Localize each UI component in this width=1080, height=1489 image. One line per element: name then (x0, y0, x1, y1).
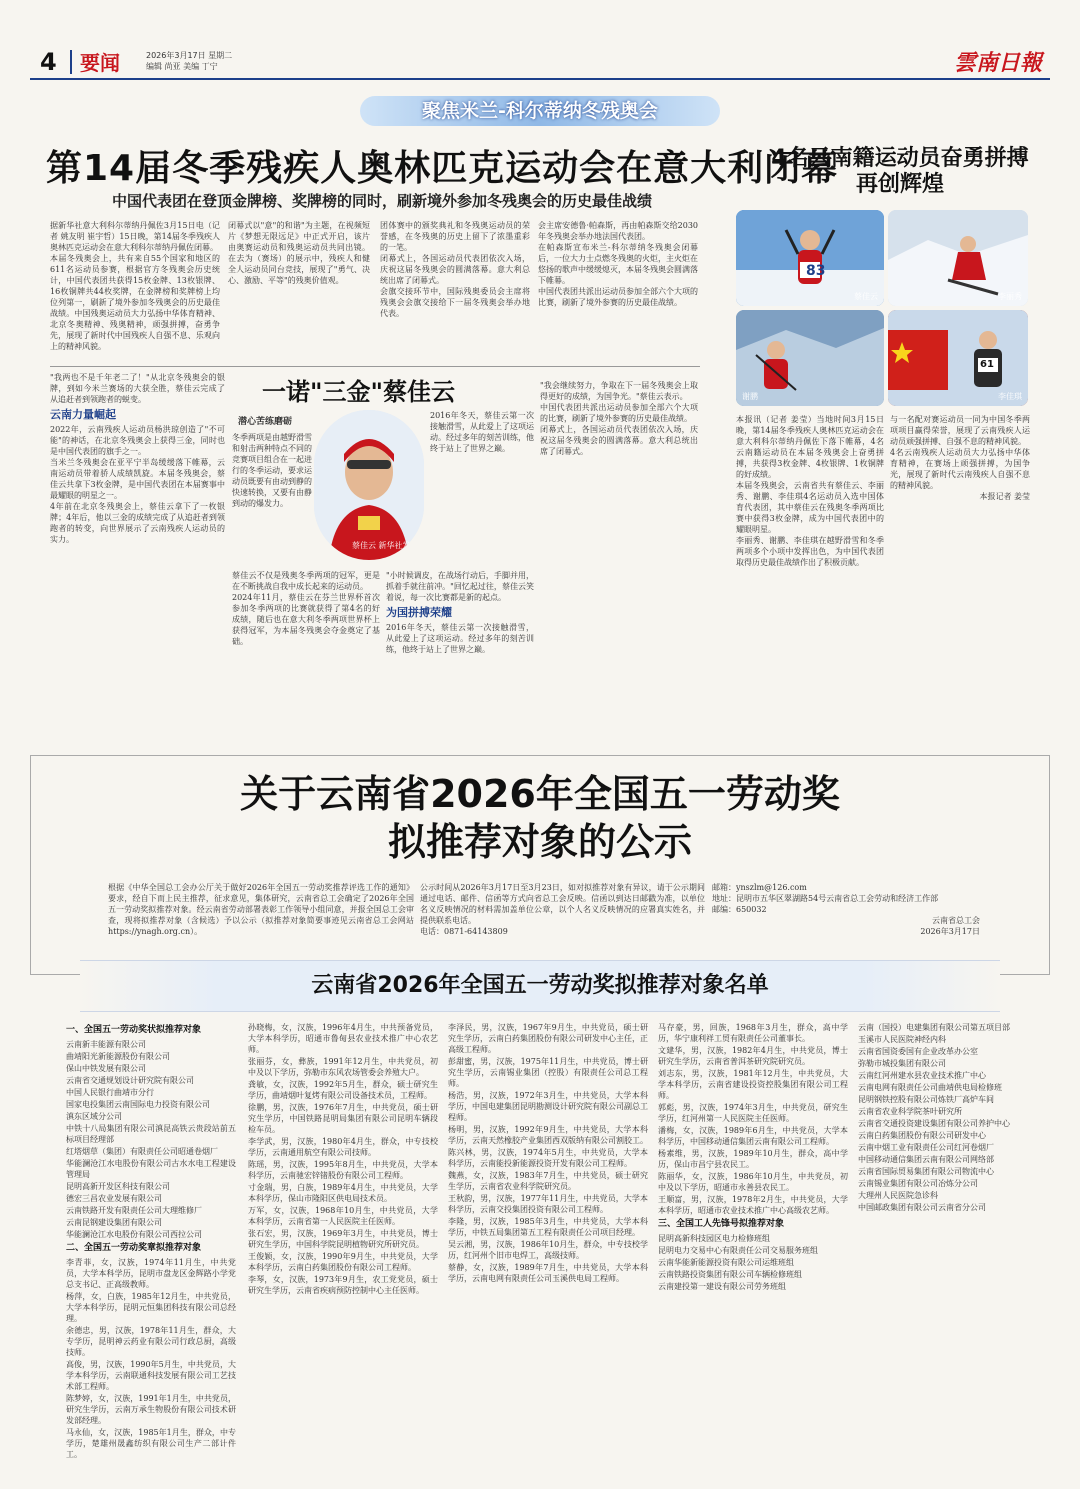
side-story-headline: 4名云南籍运动员奋勇拼搏再创辉煌 (771, 146, 1029, 197)
lead-headline: 第14届冬季残疾人奥林匹克运动会在意大利闭幕 (46, 148, 839, 189)
feature-column-4 (540, 380, 698, 742)
feature-paragraph: 冬季两项是由越野滑雪和射击两种特点不同的竞赛项目组合在一起进行的冬季运动，要求运动员既要有由动到静的快速转换，又要有由静到动的爆发力。 (232, 433, 312, 508)
award-group-item: 云南中烟工业有限责任公司红河卷烟厂 (858, 1143, 994, 1152)
feature-paragraph: 2024年11月，蔡佳云在芬兰世界杯首次参加冬季两项的比赛就获得了第4名的好成绩，随后也在意大利冬季两项世界杯上获得冠军，为本届冬残奥会夺金奠定了基础。 (232, 593, 380, 646)
award-person-item: 马存豪，男，回族，1968年3月生，群众，高中学历，华宁康利祥工贸有限责任公司董事长。 (658, 1023, 848, 1043)
list-section-heading: 二、全国五一劳动奖章拟推荐对象 (66, 1243, 202, 1253)
notice-headline (130, 770, 950, 866)
award-group-item: 云南白药集团股份有限公司研发中心 (858, 1131, 986, 1140)
side-paragraph: 本报讯（记者 姜莹）当地时间3月15日晚，第14届冬季残疾人奥林匹克运动会在意大利科尔蒂纳丹佩佐下落下帷幕，4名云南籍运动员在本届冬残奥会上奋勇拼搏，共获得3枚金牌、4枚银牌、1枚铜牌的好成绩。 (736, 415, 884, 479)
award-person-item: 余德忠，男，汉族，1978年11月生，群众，大专学历，昆明神云药业有限公司行政总厨，高级技师。 (66, 1326, 236, 1357)
award-person-item: 龚敏，女，汉族，1992年5月生，群众，硕士研究生学历，曲靖烟叶复烤有限公司设备技术员，工程师。 (248, 1080, 438, 1100)
lead-column-3 (380, 220, 530, 360)
list-column-1 (66, 1022, 236, 1472)
award-group-item: 云南省交通投资建设集团有限公司养护中心 (858, 1119, 1010, 1128)
award-person-item: 徐鹏，男，汉族，1976年7月生，中共党员，硕士研究生学历，中国铁路昆明局集团有限公司昆明车辆段检车员。 (248, 1103, 438, 1134)
award-group-item: 昆明钢铁控股有限公司炼铁厂高炉车间 (858, 1095, 994, 1104)
award-org-item: 滇东区域分公司 (66, 1112, 122, 1121)
award-person-list (448, 1022, 648, 1284)
award-person-item: 张丽芬，女，彝族，1991年12月生，中共党员，初中及以下学历，弥勒市东风农场管委会养殖大户。 (248, 1057, 438, 1077)
sub-heading: 为国拼搏荣耀 (386, 606, 452, 619)
award-group-item: 云南省国资委国有企业改革办公室 (858, 1047, 978, 1056)
award-org-item: 华能澜沧江水电股份有限公司西拉公司 (66, 1230, 202, 1239)
feature-paragraph: 2016年冬天，蔡佳云第一次接触滑雪，从此爱上了这项运动。经过多年的刻苦训练，他终于站上了世界之巅。 (386, 623, 534, 654)
notice-address: 地址：昆明市五华区翠湖路54号云南省总工会劳动和经济工作部 (712, 894, 939, 903)
photo-caption: 李丽秀 (998, 292, 1022, 301)
lead-paragraph: 闭幕式上，各国运动员代表团依次入场，庆祝这届冬残奥会的圆满落幕。意大利总统出席了闭幕式。 (380, 254, 530, 285)
award-person-item: 李隆，男，汉族，1985年3月生，中共党员，大学本科学历，中铁五局集团第五工程有限责任公司项目经理。 (448, 1217, 648, 1237)
photo-caption: 蔡佳云 新华社发 (352, 541, 411, 550)
award-group-item: 云南铁路投资集团有限公司车辆检修班组 (658, 1270, 802, 1279)
award-person-item: 高俊，男，汉族，1990年5月生，中共党员，大学本科学历，云南联通科技发展有限公司工艺技术部工程师。 (66, 1360, 236, 1391)
award-person-item: 王俊颖，女，汉族，1990年9月生，中共党员，大学本科学历，云南白药集团股份有限公司工程师。 (248, 1252, 438, 1272)
award-person-item: 张石宏，男，汉族，1969年3月生，中共党员，博士研究生学历，中国科学院昆明植物研究所研究员。 (248, 1229, 438, 1249)
feature-paragraph: 蔡佳云不仅是残奥冬季两项的冠军，更是在不断挑战自我中成长起来的运动员。 (232, 571, 380, 591)
notice-phone: 电话：0871-64143809 (420, 927, 508, 936)
award-group-item: 云南华能新能源投资有限公司运维班组 (658, 1258, 794, 1267)
side-paragraph: 4名云南残疾人运动员大力弘扬中华体育精神，在赛场上顽强拼搏，为国争光，展现了新时代云南残疾人自强不息的精神风貌。 (890, 448, 1030, 490)
side-byline: 本报记者 姜莹 (979, 492, 1030, 501)
award-org-item: 德宏三昌农业发展有限公司 (66, 1194, 162, 1203)
lead-paragraph: 当米兰冬残奥会在亚平宁半岛缓缓落下帷幕，云南运动员带着骄人成绩凯旋。本届冬残奥会，蔡佳云共拿下3枚金牌，是中国代表团在本届赛事中最耀眼的明星之一。 (50, 458, 225, 500)
page-number: 4 (40, 48, 57, 76)
lead-paragraph: "我两也不是千年老二了！"从北京冬残奥会的银牌，到如今米兰赛场的大获全胜，蔡佳云完成了从追赶者到领跑者的蜕变。 (50, 373, 225, 404)
skier-photo-icon (736, 310, 884, 406)
award-person-list (66, 1257, 236, 1460)
award-org-item: 保山中铁发展有限公司 (66, 1064, 146, 1073)
award-person-item: 陈兴林，男，汉族，1974年5月生，中共党员，大学本科学历，云南能投新能源投资开发有限公司工程师。 (448, 1148, 648, 1168)
lead-column-5 (50, 372, 225, 742)
lead-paragraph: 团体赛中的颁奖典礼和冬残奥运动员的荣誉感，在冬残奥的历史上留下了浓墨重彩的一笔。 (380, 221, 530, 252)
side-paragraph: 与一名配对赛运动员一同为中国冬季两项项目赢得荣誉，展现了云南残疾人运动员顽强拼搏、自强不息的精神风貌。 (890, 415, 1030, 446)
award-person-item: 寸金瑞，男，白族，1989年4月生，中共党员，大学本科学历，保山市隆阳区供电局技术员。 (248, 1183, 438, 1203)
notice-column-3 (712, 882, 980, 952)
award-group-item: 昆明高新科技园区电力检修班组 (658, 1234, 770, 1243)
award-group-item: 玉溪市人民医院神经内科 (858, 1035, 946, 1044)
award-org-item: 华能澜沧江水电股份有限公司古水水电工程建设管理局 (66, 1159, 236, 1179)
list-section-heading: 一、全国五一劳动奖状拟推荐对象 (66, 1025, 202, 1035)
award-group-item: 云南红河州建水县农业技术推广中心 (858, 1071, 986, 1080)
lead-column-2 (228, 220, 370, 360)
notice-date: 2026年3月17日 (920, 927, 980, 936)
feature-paragraph: 中国代表团共派出运动员参加全部六个大项的比赛，刷新了境外参赛的历史最佳战绩。 (540, 403, 698, 423)
list-section-heading: 三、全国工人先锋号拟推荐对象 (658, 1219, 785, 1229)
notice-email: 邮箱：ynszlm@126.com (712, 883, 807, 892)
award-person-item: 陈梦婷，女，汉族，1991年1月生，中共党员，研究生学历，云南万承生物股份有限公司技术研发部经理。 (66, 1394, 236, 1425)
award-person-item: 陈丽华，女，汉族，1986年10月生，中共党员，初中及以下学历，昭通市永善县农民工。 (658, 1172, 848, 1192)
award-person-list (658, 1022, 848, 1216)
lead-subheadline: 中国代表团在登顶金牌榜、奖牌榜的同时，刷新境外参加冬残奥会的历史最佳战绩 (112, 192, 653, 210)
feature-photo (314, 410, 424, 560)
lead-column-4 (538, 220, 698, 360)
notice-headline-line1: 关于云南省2026年全国五一劳动奖 (240, 772, 840, 816)
award-person-item: 潘梅，女，汉族，1989年6月生，中共党员，大学本科学历，中国移动通信集团云南有限公司工程师。 (658, 1126, 848, 1146)
award-group-item: 云南锡业集团有限公司冶炼分公司 (858, 1179, 978, 1188)
sub-heading: 云南力量崛起 (50, 408, 116, 421)
side-photo-3 (736, 310, 884, 406)
lead-paragraph: 会主席安德鲁·帕森斯，再由帕森斯交给2030年冬残奥会举办地法国代表团。 (538, 221, 698, 241)
lead-paragraph: 据新华社意大利科尔蒂纳丹佩佐3月15日电（记者 姚友明 崔宇哲）15日晚，第14届冬季残疾人奥林匹克运动会在意大利科尔蒂纳丹佩佐闭幕。 (50, 221, 220, 252)
feature-column-3 (430, 410, 534, 565)
award-person-item: 李学武，男，汉族，1980年4月生，群众，中专技校学历，云南通用航空有限公司技师。 (248, 1137, 438, 1157)
award-person-item: 彭甜蜜，男，汉族，1975年11月生，中共党员，博士研究生学历，云南锡业集团（控股）有限责任公司总工程师。 (448, 1057, 648, 1088)
feature-column-2 (386, 570, 534, 740)
award-person-item: 刘志东，男，汉族，1981年12月生，中共党员，大学本科学历，云南省建设投资控股集团有限公司工程师。 (658, 1069, 848, 1100)
award-person-item: 郭彪，男，汉族，1974年3月生，中共党员，研究生学历，红河州第一人民医院主任医师。 (658, 1103, 848, 1123)
photo-caption: 蔡佳云 (854, 292, 878, 301)
side-column-1 (736, 414, 884, 744)
award-person-item: 王秋韵，男，汉族，1977年11月生，中共党员，大学本科学历，云南交投集团投资有限公司工程师。 (448, 1194, 648, 1214)
feature-paragraph: "我会继续努力，争取在下一届冬残奥会上取得更好的成绩，为国争光。"蔡佳云表示。 (540, 381, 698, 401)
award-person-item: 杨素维，男，汉族，1989年10月生，群众，高中学历，保山市昌宁县农民工。 (658, 1149, 848, 1169)
award-org-item: 云南昆钢建设集团有限公司 (66, 1218, 162, 1227)
header-dateline (146, 50, 232, 72)
award-person-item: 陈瑶，男，汉族，1995年8月生，中共党员，大学本科学历，云南驰宏锌锗股份有限公司工程师。 (248, 1160, 438, 1180)
award-person-item: 文建华，男，汉族，1982年4月生，中共党员，博士研究生学历，云南省普洱茶研究院研究员。 (658, 1046, 848, 1066)
section-label: 要闻 (80, 51, 120, 75)
lead-column-1 (50, 220, 220, 360)
award-group-item: 云南建投第一建设有限公司劳务班组 (658, 1282, 786, 1291)
list-column-3 (448, 1022, 648, 1472)
lead-paragraph: 4年前在北京冬残奥会上，蔡佳云拿下了一枚银牌；4年后，他以三金的成绩完成了从追赶者到领跑者的转变，向世界展示了云南残疾人运动员的实力。 (50, 502, 225, 544)
award-group-item: 云南省国际贸易集团有限公司物流中心 (858, 1167, 994, 1176)
award-person-item: 吴云湘，男，汉族，1986年10月生，群众，中专技校学历，红河州个旧市电焊工，高级技师。 (448, 1240, 648, 1260)
photo-caption: 谢鹏 (742, 392, 758, 401)
award-group-list (858, 1022, 1028, 1213)
award-person-item: 李泽民，男，汉族，1967年9月生，中共党员，硕士研究生学历，云南白药集团股份有限公司研发中心主任，正高级工程师。 (448, 1023, 648, 1054)
list-column-4 (658, 1022, 848, 1472)
award-person-item: 王顺富，男，汉族，1978年2月生，中共党员，大学本科学历，昭通市农业技术推广中心高级农艺师。 (658, 1195, 848, 1215)
award-group-item: 云南电网有限责任公司曲靖供电局检修班 (858, 1083, 1002, 1092)
header-divider (70, 50, 72, 74)
notice-postcode: 邮编：650032 (712, 905, 767, 914)
award-org-item: 国家电投集团云南国际电力投资有限公司 (66, 1100, 210, 1109)
award-person-item: 孙晓梅，女，汉族，1996年4月生，中共预备党员，大学本科学历，昭通市鲁甸县农业技术推广中心农艺师。 (248, 1023, 438, 1054)
award-person-item: 李青菲，女，汉族，1974年11月生，中共党员，大学本科学历，昆明市盘龙区金辉路小学党总支书记、正高级教师。 (66, 1258, 236, 1289)
side-column-2 (890, 414, 1030, 744)
award-org-item: 云南省交通规划设计研究院有限公司 (66, 1076, 194, 1085)
award-person-item: 魏燕，女，汉族，1983年7月生，中共党员，硕士研究生学历，云南省农业科学院研究员。 (448, 1171, 648, 1191)
award-org-item: 曲靖阳光新能源股份有限公司 (66, 1052, 170, 1061)
side-paragraph: 本届冬残奥会，云南省共有蔡佳云、李丽秀、谢鹏、李佳琪4名运动员入选中国体育代表团，其中蔡佳云在残奥冬季两项比赛中获得3枚金牌，成为中国代表团中的耀眼明星。 (736, 481, 884, 534)
issue-date: 2026年3月17日 星期二 (146, 51, 233, 60)
lead-paragraph: 中国代表团共派出运动员参加全部六个大项的比赛，刷新了境外参赛的历史最佳战绩。 (538, 287, 698, 307)
athlete-portrait-icon (314, 410, 424, 560)
editor-credits: 编辑 尚亚 美编 丁宁 (146, 62, 218, 71)
notice-column-1 (108, 882, 414, 952)
side-photo-1 (736, 210, 884, 306)
list-headline: 云南省2026年全国五一劳动奖拟推荐对象名单 (311, 973, 769, 998)
award-person-item: 万军，女，汉族，1968年10月生，中共党员，大学本科学历，云南省第一人民医院主任医师。 (248, 1206, 438, 1226)
list-column-5 (858, 1022, 1028, 1472)
notice-body: 根据《中华全国总工会办公厅关于做好2026年全国五一劳动奖推荐评选工作的通知》要求，经自下而上民主推荐，征求意见，集体研究，云南省总工会确定了2026年全国五一劳动奖拟推荐对象。经云南省劳动部署表彰工作领导小组同意，并报全国总工会审查，现将拟推荐对象（含候选）予以公示（拟推荐对象简要事迹见云南省总工会网站 https://ynagh.org.cn）。 (108, 883, 414, 936)
feature-paragraph: 闭幕式上，各国运动员代表团依次入场，庆祝这届冬残奥会的圆满落幕。意大利总统出席了闭幕式。 (540, 425, 698, 456)
award-person-item: 杨明，男，汉族，1992年9月生，中共党员，大学本科学历，云南天然橡胶产业集团西双版纳有限公司割胶工。 (448, 1125, 648, 1145)
notice-headline-line2: 拟推荐对象的公示 (387, 820, 692, 864)
award-org-item: 云南新丰能源有限公司 (66, 1040, 146, 1049)
lead-paragraph: 2022年，云南残疾人运动员杨洪琼创造了"不可能"的神话，在北京冬残奥会上获得三金，同时也是中国代表团的旗手之一。 (50, 425, 225, 456)
notice-body: 公示时间从2026年3月17日至3月23日，如对拟推荐对象有异议，请于公示期间通过电话、邮件、信函等方式向省总工会反映。信函以到达日邮戳为准，以单位名义反映情况的材料需加盖单位公章，以个人名义反映情况的应署真实姓名，并提供联系电话。 (420, 883, 705, 925)
bib-number: 61 (980, 359, 994, 370)
award-group-item: 中国邮政集团有限公司云南省分公司 (858, 1203, 986, 1212)
award-person-item: 李琴，女，汉族，1973年9月生，农工党党员，硕士研究生学历，云南省疾病预防控制中心主任医师。 (248, 1275, 438, 1295)
award-person-item: 杨浩，男，汉族，1972年3月生，中共党员，大学本科学历，中国电建集团昆明勘测设计研究院有限公司副总工程师。 (448, 1091, 648, 1122)
award-group-list (658, 1233, 848, 1292)
lead-paragraph: 闭幕式以"意"的和谐"为主题，在视频短片《梦想无限远足》中正式开启，该片由奥赛运动员和残奥运动员共同出镜。在去为（赛场）的展示中，残疾人和健全人运动员同台竞技，展现了"勇气、决心、激励、平等"的残奥价值观。 (228, 221, 370, 285)
feature-column-1b (232, 570, 380, 740)
award-org-item: 中铁十八局集团有限公司滇昆高铁云贵段站前五标项目经理部 (66, 1124, 236, 1144)
award-group-item: 云南省农业科学院茶叶研究所 (858, 1107, 962, 1116)
photo-caption: 李佳琪 (998, 392, 1022, 401)
award-group-item: 大理州人民医院急诊科 (858, 1191, 938, 1200)
award-org-item: 中国人民银行曲靖市分行 (66, 1088, 154, 1097)
award-group-item: 中国移动通信集团云南有限公司网络部 (858, 1155, 994, 1164)
bib-number: 83 (806, 263, 826, 279)
notice-signature: 云南省总工会 (932, 916, 980, 925)
award-group-item: 弥勒市城投集团有限公司 (858, 1059, 946, 1068)
section-divider (50, 366, 700, 367)
award-person-item: 马永仙，女，汉族，1985年1月生，群众，中专学历，楚雄州晟鑫纺织有限公司生产二部计件工。 (66, 1428, 236, 1459)
side-paragraph: 李丽秀、谢鹏、李佳琪在越野滑雪和冬季两项多个小项中发挥出色，为中国代表团取得历史最佳战绩作出了积极贡献。 (736, 536, 884, 567)
award-org-item: 云南铁路开发有限责任公司大理维修厂 (66, 1206, 202, 1215)
feature-paragraph: 2016年冬天，蔡佳云第一次接触滑雪，从此爱上了这项运动。经过多年的刻苦训练，他终于站上了世界之巅。 (430, 411, 534, 453)
award-org-item: 红塔烟草（集团）有限责任公司昭通卷烟厂 (66, 1147, 218, 1156)
feature-paragraph: "小时候调皮，在战场行动后，手脚并用，抓着手就往前冲。"回忆起过往，蔡佳云笑着说，每一次比赛都是新的起点。 (386, 571, 534, 602)
award-org-item: 昆明高新开发区科技有限公司 (66, 1182, 170, 1191)
notice-column-2 (420, 882, 705, 952)
side-photo-2 (888, 210, 1028, 306)
topic-banner: 聚焦米兰-科尔蒂纳冬残奥会 (360, 96, 720, 126)
header-rule (30, 78, 1050, 80)
award-group-item: 云南（国投）电建集团有限公司第五项目部 (858, 1023, 1010, 1032)
award-org-list (66, 1039, 236, 1240)
feature-subhead: 潜心苦练磨砺 (238, 417, 293, 427)
lead-paragraph: 在帕森斯宣布米兰-科尔蒂纳冬残奥会闭幕后，一位大力士点燃冬残奥的火炬，主火炬在悠扬的歌声中缓缓熄灭，本届冬残奥会圆满落下帷幕。 (538, 243, 698, 285)
award-person-item: 蔡静，女，汉族，1989年7月生，中共党员，大学本科学历，云南电网有限责任公司玉溪供电局工程师。 (448, 1263, 648, 1283)
award-person-list (248, 1022, 438, 1296)
lead-paragraph: 会旗交接环节中，国际残奥委员会主席将残奥会会旗交接给下一届冬残奥会举办地代表。 (380, 287, 530, 318)
award-person-item: 杨萍，女，白族，1985年12月生，中共党员，大学本科学历，昆明元恒集团科技有限公司总经理。 (66, 1292, 236, 1323)
list-column-2 (248, 1022, 438, 1472)
lead-paragraph: 本届冬残奥会上，共有来自55个国家和地区的611名运动员参赛，根据官方冬残奥会历史统计，中国代表团共获得15枚金牌、13枚银牌、16枚铜牌共44枚奖牌，在金牌榜和奖牌榜上均位列第一，刷新了境外参加冬残奥会的历史最佳战绩。中国残奥运动员大力弘扬中华体育精神、北京冬奥精神、残奥精神，顽强拼搏，奋勇争先，展现了新时代中国残疾人自强不息、乐观向上的精神风貌。 (50, 254, 220, 351)
award-group-item: 昆明电力交易中心有限责任公司交易服务班组 (658, 1246, 818, 1255)
side-photo-4 (888, 310, 1028, 406)
feature-headline: 一诺"三金"蔡佳云 (262, 378, 456, 406)
newspaper-masthead: 雲南日報 (953, 50, 1042, 76)
